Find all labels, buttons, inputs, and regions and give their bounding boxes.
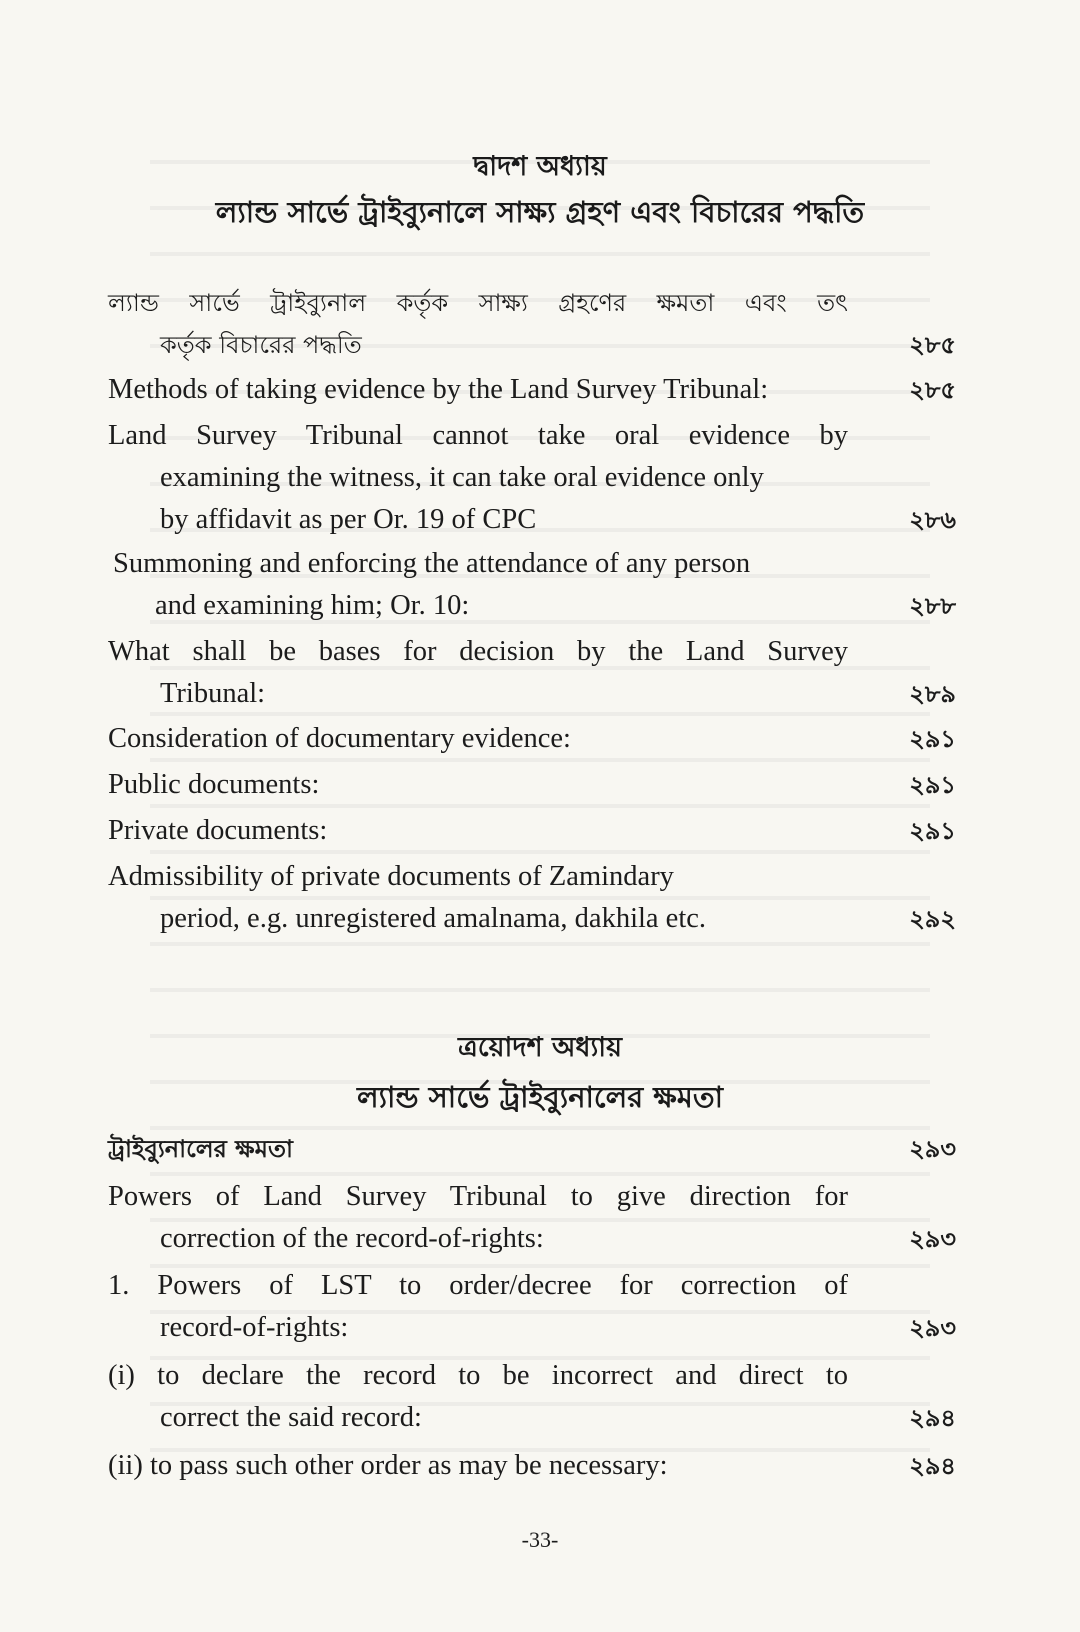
entry-line: correct the said record: [160, 1402, 422, 1433]
entry-line: Private documents: [108, 815, 328, 846]
entry-line: Consideration of documentary evidence: [108, 723, 571, 754]
toc-entry [108, 1128, 956, 1170]
page-number: ২৯১ [909, 771, 956, 799]
toc-entry [108, 1445, 956, 1487]
page-number: ২৯৩ [909, 1314, 956, 1342]
page-number: ২৯৩ [909, 1225, 956, 1253]
page-number: ২৯৪ [909, 1404, 956, 1432]
entry-line: ট্রাইব্যুনালের ক্ষমতা [108, 1135, 293, 1163]
chapter-12-subtitle: ল্যান্ড সার্ভে ট্রাইব্যুনালে সাক্ষ্য গ্রহণ এবং বিচারের পদ্ধতি [215, 195, 865, 229]
page-number: ২৯৩ [909, 1135, 956, 1163]
page-number: ২৮৬ [909, 506, 956, 534]
page-number: ২৯২ [909, 905, 956, 933]
toc-entry [108, 856, 956, 940]
chapter-13-subtitle: ল্যান্ড সার্ভে ট্রাইব্যুনালের ক্ষমতা [356, 1080, 724, 1114]
page-number: ২৯১ [909, 817, 956, 845]
entry-line: ল্যান্ড সার্ভে ট্রাইব্যুনাল কর্তৃক সাক্ষ্য গ্রহণের ক্ষমতা এবং তৎ [108, 289, 848, 317]
toc-entry [108, 631, 956, 715]
page-number: ২৮৮ [909, 592, 956, 620]
toc-entry [108, 1265, 956, 1349]
entry-line: 1. Powers of LST to order/decree for correction of [108, 1270, 848, 1301]
toc-entry [108, 810, 956, 852]
entry-line: Public documents: [108, 769, 320, 800]
entry-line: and examining him; Or. 10: [155, 590, 470, 621]
toc-entry [108, 282, 956, 366]
entry-line: What shall be bases for decision by the Land Survey [108, 636, 848, 667]
entry-line: examining the witness, it can take oral evidence only [160, 462, 764, 493]
toc-entry [108, 369, 956, 411]
toc-entry [108, 415, 956, 541]
toc-entry [113, 543, 961, 627]
page-number: ২৮৯ [909, 680, 956, 708]
chapter-12-title: দ্বাদশ অধ্যায় [473, 151, 607, 182]
page-number: ২৮৫ [909, 331, 956, 359]
page-number: ২৯১ [909, 725, 956, 753]
toc-entry [108, 1355, 956, 1439]
entry-line: Summoning and enforcing the attendance of any person [113, 548, 751, 579]
toc-entry [108, 1176, 956, 1260]
entry-line: Tribunal: [160, 678, 266, 709]
entry-line: by affidavit as per Or. 19 of CPC [160, 504, 537, 535]
page-number: ২৮৫ [909, 376, 956, 404]
chapter-13-title: ত্রয়োদশ অধ্যায় [457, 1032, 623, 1063]
entry-line: Admissibility of private documents of Zamindary [108, 861, 674, 892]
entry-line: (ii) to pass such other order as may be necessary: [108, 1450, 668, 1481]
page-number: ২৯৪ [909, 1452, 956, 1480]
entry-line: (i) to declare the record to be incorrect and direct to [108, 1360, 848, 1391]
entry-line: কর্তৃক বিচারের পদ্ধতি [160, 331, 362, 359]
page-folio: -33- [521, 1527, 559, 1552]
toc-entry [108, 764, 956, 806]
entry-line: correction of the record-of-rights: [160, 1223, 544, 1254]
entry-line: period, e.g. unregistered amalnama, dakhila etc. [160, 903, 707, 934]
toc-entry [108, 718, 956, 760]
entry-line: Land Survey Tribunal cannot take oral evidence by [108, 420, 848, 451]
entry-line: Methods of taking evidence by the Land Survey Tribunal: [108, 374, 769, 405]
entry-line: record-of-rights: [160, 1312, 349, 1343]
entry-line: Powers of Land Survey Tribunal to give direction for [108, 1181, 848, 1212]
